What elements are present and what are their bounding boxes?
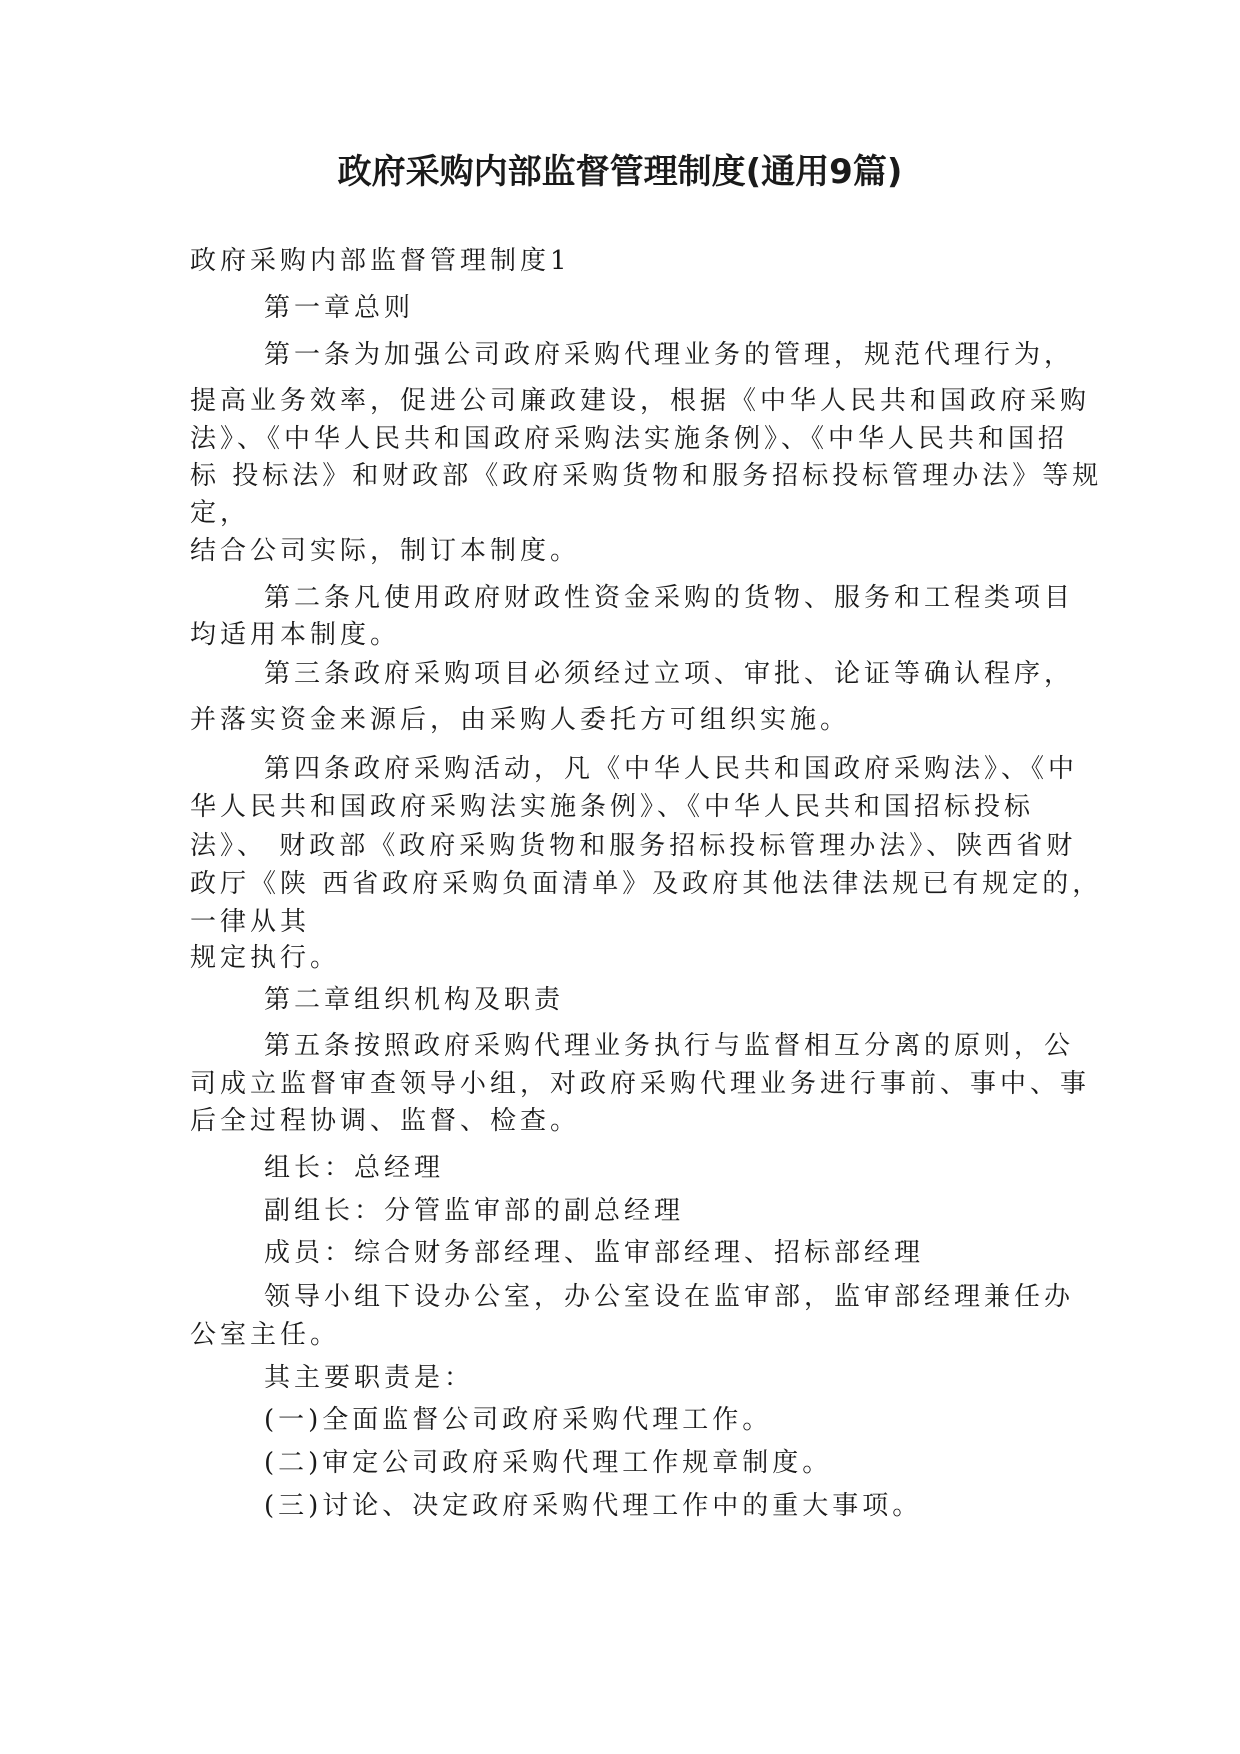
paragraph-line: 定， bbox=[190, 498, 251, 528]
paragraph-line: 其主要职责是： bbox=[264, 1363, 475, 1393]
paragraph-line: 政厅《陕 西省政府采购负面清单》及政府其他法律法规已有规定的， bbox=[190, 869, 1103, 899]
paragraph-line: 标 投标法》和财政部《政府采购货物和服务招标投标管理办法》等规 bbox=[190, 461, 1103, 491]
paragraph-line: 公室主任。 bbox=[190, 1320, 341, 1350]
section-heading: 政府采购内部监督管理制度1 bbox=[190, 246, 571, 276]
paragraph-line: 领导小组下设办公室，办公室设在监审部，监审部经理兼任办 bbox=[264, 1282, 1075, 1312]
paragraph-line: 结合公司实际，制订本制度。 bbox=[190, 536, 581, 566]
paragraph-line: 后全过程协调、监督、检查。 bbox=[190, 1106, 581, 1136]
paragraph-line: 华人民共和国政府采购法实施条例》、《中华人民共和国招标投标 bbox=[190, 792, 1035, 822]
document-title: 政府采购内部监督管理制度(通用9篇) bbox=[337, 152, 903, 192]
paragraph-line: 规定执行。 bbox=[190, 943, 341, 973]
paragraph-line: 副组长：分管监审部的副总经理 bbox=[264, 1196, 685, 1226]
paragraph-line: 并落实资金来源后，由采购人委托方可组织实施。 bbox=[190, 705, 851, 735]
paragraph-line: 第二条凡使用政府财政性资金采购的货物、服务和工程类项目 bbox=[264, 583, 1075, 613]
paragraph-line: 组长：总经理 bbox=[264, 1153, 445, 1183]
paragraph-line: 法》、 财政部《政府采购货物和服务招标投标管理办法》、陕西省财 bbox=[190, 831, 1077, 861]
paragraph-line: 法》、《中华人民共和国政府采购法实施条例》、《中华人民共和国招 bbox=[190, 424, 1069, 454]
paragraph-line: 均适用本制度。 bbox=[190, 620, 401, 650]
list-item: (二)审定公司政府采购代理工作规章制度。 bbox=[264, 1448, 833, 1478]
paragraph-line: 司成立监督审查领导小组，对政府采购代理业务进行事前、事中、事 bbox=[190, 1069, 1091, 1099]
chapter-heading: 第一章总则 bbox=[264, 293, 415, 323]
paragraph-line: 提高业务效率，促进公司廉政建设，根据《中华人民共和国政府采购 bbox=[190, 386, 1091, 416]
paragraph-line: 成员：综合财务部经理、监审部经理、招标部经理 bbox=[264, 1238, 925, 1268]
paragraph-line: 第四条政府采购活动，凡《中华人民共和国政府采购法》、《中 bbox=[264, 754, 1079, 784]
chapter-heading: 第二章组织机构及职责 bbox=[264, 985, 565, 1015]
paragraph-line: 第一条为加强公司政府采购代理业务的管理，规范代理行为， bbox=[264, 340, 1075, 370]
paragraph-line: 一律从其 bbox=[190, 907, 311, 937]
paragraph-line: 第五条按照政府采购代理业务执行与监督相互分离的原则，公 bbox=[264, 1031, 1075, 1061]
list-item: (一)全面监督公司政府采购代理工作。 bbox=[264, 1405, 773, 1435]
paragraph-line: 第三条政府采购项目必须经过立项、审批、论证等确认程序， bbox=[264, 659, 1075, 689]
list-item: (三)讨论、决定政府采购代理工作中的重大事项。 bbox=[264, 1491, 923, 1521]
